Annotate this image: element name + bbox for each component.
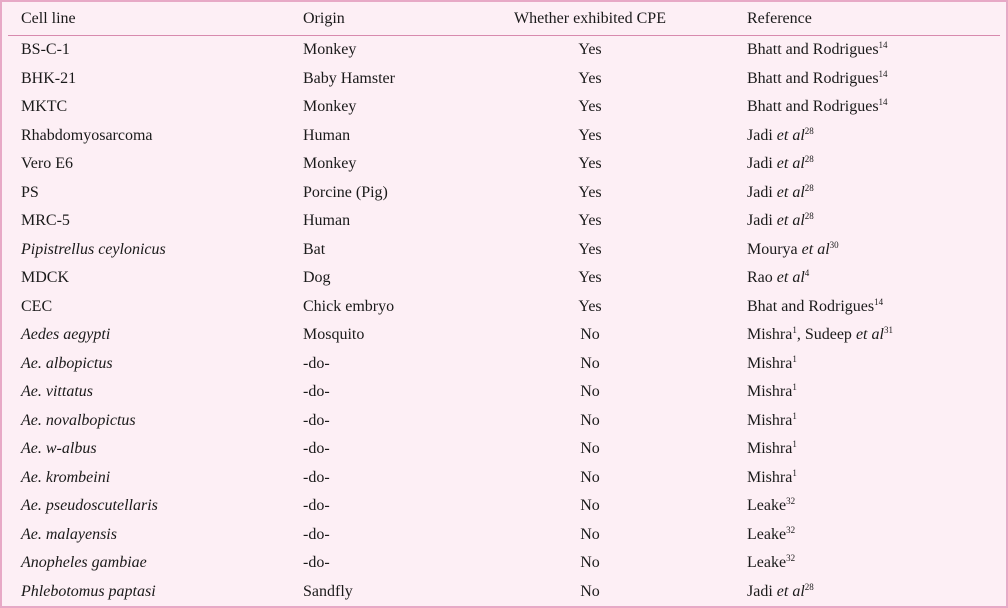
table-row [5, 407, 1003, 436]
cell-line: Phlebotomus paptasi [21, 582, 156, 600]
origin: Sandfly [303, 582, 353, 600]
citation-number: 28 [804, 154, 814, 164]
header-cell-line: Cell line [21, 10, 76, 27]
reference-text: Jadi [747, 155, 777, 172]
header-origin: Origin [303, 10, 345, 27]
reference-text: Jadi [747, 126, 777, 144]
origin: -do- [303, 497, 330, 514]
reference [747, 578, 814, 606]
reference-text: Mishra [747, 383, 793, 400]
table-row [5, 435, 1003, 464]
cpe-status: No [580, 326, 600, 343]
reference-text: et al [776, 126, 805, 144]
origin: -do- [303, 525, 330, 543]
citation-number: 1 [792, 410, 797, 421]
table-row [5, 65, 1003, 94]
reference-text: Mishra [747, 468, 793, 486]
citation-number: 30 [829, 239, 839, 250]
cell-line: BS-C-1 [21, 41, 70, 58]
citation-number: 32 [786, 496, 796, 506]
reference-text: Bhatt and Rodrigues [747, 41, 879, 58]
cpe-status: No [580, 525, 600, 543]
cell-line: Ae. malayensis [21, 525, 117, 543]
cpe-status: Yes [578, 41, 602, 58]
reference-text: Mishra [747, 326, 793, 343]
cpe-status: No [580, 383, 600, 400]
reference [747, 179, 814, 207]
table-row [5, 264, 1003, 293]
reference-text: et al [776, 582, 805, 600]
reference-text: Jadi [747, 183, 777, 201]
citation-number: 28 [804, 581, 814, 592]
reference-text: Mishra [747, 411, 793, 429]
reference-text: Jadi [747, 212, 777, 229]
reference [747, 236, 839, 264]
reference-text: Bhatt and Rodrigues [747, 69, 879, 87]
origin: Chick embryo [303, 297, 395, 315]
reference-text: Leake [747, 525, 787, 543]
citation-number: 28 [804, 182, 814, 193]
cell-line: MDCK [21, 269, 70, 286]
reference-text: et al [801, 240, 830, 258]
cpe-status: Yes [578, 183, 602, 201]
cell-line: PS [21, 183, 39, 201]
table-row [5, 122, 1003, 151]
origin: Bat [303, 240, 326, 258]
cell-line: Ae. albopictus [21, 354, 113, 372]
cell-line: Aedes aegypti [21, 326, 111, 343]
table-header-row [5, 5, 1003, 34]
cpe-status: No [580, 468, 600, 486]
reference [747, 350, 797, 378]
table-row [5, 492, 1003, 521]
citation-number: 32 [786, 553, 796, 563]
reference [747, 93, 888, 121]
reference [747, 122, 814, 150]
reference-text: Bhat and Rodrigues [747, 297, 875, 315]
citation-number: 1 [792, 325, 797, 335]
cell-line: Ae. pseudoscutellaris [21, 497, 158, 514]
table-row [5, 293, 1003, 322]
table-row [5, 321, 1003, 350]
reference-text: Jadi [747, 582, 777, 600]
citation-number: 4 [804, 268, 810, 278]
cell-line: MKTC [21, 98, 68, 115]
cell-line: BHK-21 [21, 69, 77, 87]
table-row [5, 236, 1003, 265]
citation-number: 28 [804, 125, 814, 136]
cpe-status: Yes [578, 69, 602, 87]
table-row [5, 179, 1003, 208]
origin: Baby Hamster [303, 69, 395, 87]
cell-line: Ae. w-albus [21, 440, 97, 457]
reference-text: et al [855, 326, 884, 343]
cpe-status: Yes [578, 155, 602, 172]
cell-line: Anopheles gambiae [21, 554, 147, 571]
reference [747, 150, 814, 178]
reference [747, 492, 795, 520]
reference-text: Mishra [747, 440, 793, 457]
cpe-status: No [580, 354, 600, 372]
reference [747, 378, 797, 406]
header-cpe: Whether exhibited CPE [514, 10, 666, 27]
reference [747, 65, 888, 93]
origin: -do- [303, 440, 330, 457]
citation-number: 14 [874, 296, 884, 307]
cpe-status: No [580, 440, 600, 457]
cpe-status: No [580, 497, 600, 514]
cell-line: MRC-5 [21, 212, 70, 229]
citation-number: 14 [878, 40, 888, 50]
reference-text: , Sudeep [796, 326, 856, 343]
citation-number: 32 [786, 524, 796, 535]
table-row [5, 378, 1003, 407]
origin: -do- [303, 468, 330, 486]
reference [747, 36, 888, 64]
citation-number: 14 [878, 68, 888, 79]
origin: -do- [303, 411, 330, 429]
reference [747, 407, 797, 435]
origin: Porcine (Pig) [303, 183, 388, 201]
table-row [5, 36, 1003, 65]
cell-line: Rhabdomyosarcoma [21, 126, 153, 144]
origin: Human [303, 126, 351, 144]
cpe-status: Yes [578, 240, 602, 258]
cell-line: Ae. vittatus [21, 383, 93, 400]
cpe-status: Yes [578, 212, 602, 229]
origin: Monkey [303, 41, 357, 58]
cpe-status: Yes [578, 98, 602, 115]
cell-line: Ae. krombeini [21, 468, 111, 486]
reference-text: Bhatt and Rodrigues [747, 98, 879, 115]
origin: Monkey [303, 155, 357, 172]
citation-number: 28 [804, 211, 814, 221]
reference-text: et al [776, 269, 805, 286]
reference-text: et al [776, 212, 805, 229]
reference-text: Rao [747, 269, 777, 286]
reference-text: Leake [747, 554, 787, 571]
origin: Mosquito [303, 326, 365, 343]
reference-text: Mishra [747, 354, 793, 372]
citation-number: 31 [883, 325, 893, 335]
citation-number: 1 [792, 353, 797, 364]
table-row [5, 207, 1003, 236]
table-row [5, 578, 1003, 607]
cell-line: CEC [21, 297, 53, 315]
reference-text: et al [776, 183, 805, 201]
cell-line: Ae. novalbopictus [21, 411, 136, 429]
table-row [5, 464, 1003, 493]
origin: -do- [303, 554, 330, 571]
data-table [5, 5, 1003, 606]
citation-number: 1 [792, 439, 797, 449]
reference-text: et al [776, 155, 805, 172]
origin: Monkey [303, 98, 357, 115]
reference [747, 464, 797, 492]
citation-number: 1 [792, 382, 797, 392]
reference [747, 321, 893, 349]
table-row [5, 521, 1003, 550]
reference [747, 293, 883, 321]
header-reference: Reference [747, 10, 812, 27]
cpe-status: No [580, 582, 600, 600]
reference [747, 435, 797, 463]
reference [747, 549, 795, 577]
cpe-status: Yes [578, 297, 602, 315]
reference-text: Leake [747, 497, 787, 514]
table-row [5, 93, 1003, 122]
origin: Human [303, 212, 351, 229]
reference [747, 521, 795, 549]
cell-line: Pipistrellus ceylonicus [21, 240, 166, 258]
cpe-status: Yes [578, 269, 602, 286]
cpe-status: No [580, 554, 600, 571]
origin: Dog [303, 269, 331, 286]
table-row [5, 350, 1003, 379]
reference-text: Mourya [747, 240, 802, 258]
table-row [5, 150, 1003, 179]
reference [747, 264, 809, 292]
cpe-status: Yes [578, 126, 602, 144]
cell-line: Vero E6 [21, 155, 73, 172]
table-row [5, 549, 1003, 578]
citation-number: 1 [792, 467, 797, 478]
cpe-status: No [580, 411, 600, 429]
origin: -do- [303, 383, 330, 400]
citation-number: 14 [878, 97, 888, 107]
origin: -do- [303, 354, 330, 372]
reference [747, 207, 814, 235]
